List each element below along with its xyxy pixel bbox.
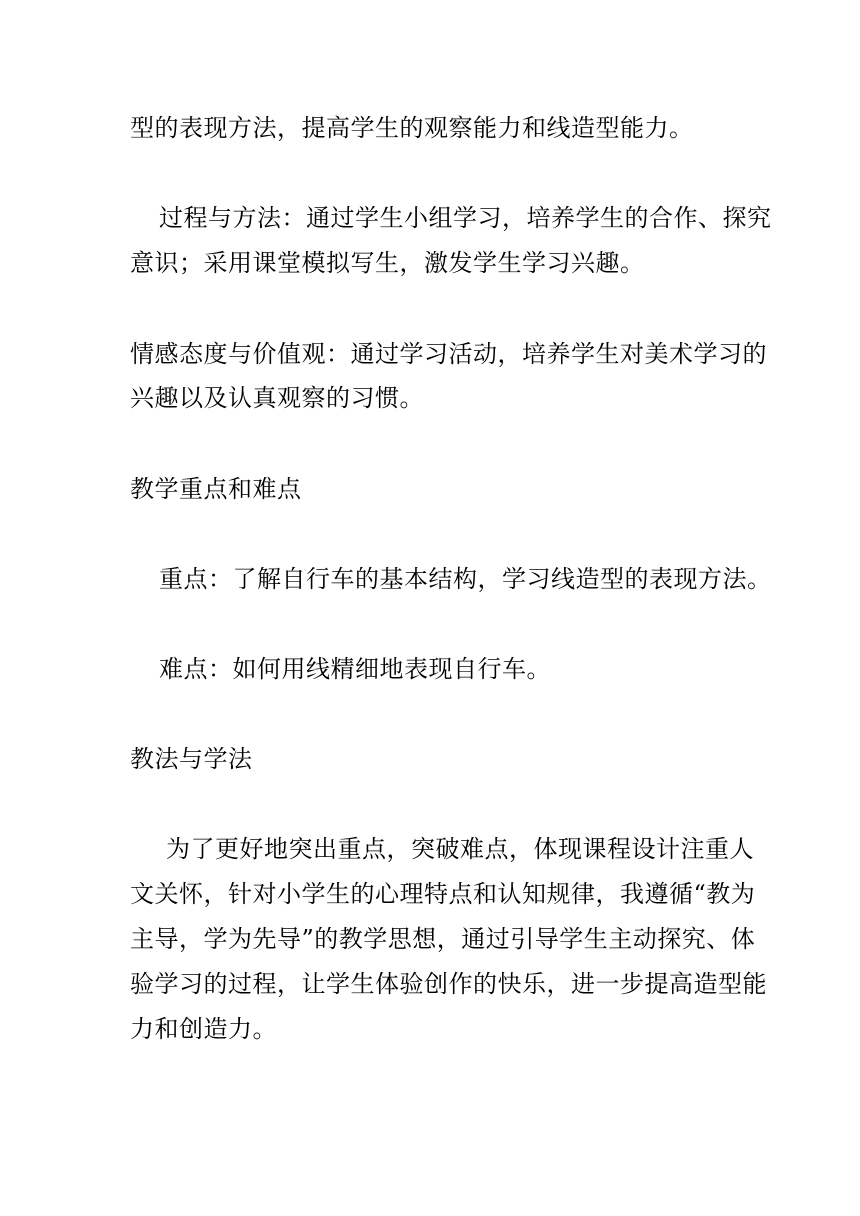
- methods-paragraph-line-4: 验学习的过程，让学生体验创作的快乐，进一步提高造型能: [130, 970, 767, 998]
- key-point-line: 重点：了解自行车的基本结构，学习线造型的表现方法。: [159, 565, 772, 593]
- objective-continuation-line: 型的表现方法，提高学生的观察能力和线造型能力。: [130, 114, 694, 142]
- methods-paragraph-line-5: 力和创造力。: [130, 1015, 277, 1043]
- attitude-values-line-1: 情感态度与价值观：通过学习活动，培养学生对美术学习的: [130, 340, 767, 368]
- attitude-values-line-2: 兴趣以及认真观察的习惯。: [130, 384, 424, 412]
- methods-paragraph-line-1: 为了更好地突出重点，突破难点，体现课程设计注重人: [166, 835, 754, 863]
- section-heading-key-difficult-points: 教学重点和难点: [130, 475, 302, 503]
- process-method-line-1: 过程与方法：通过学生小组学习，培养学生的合作、探究: [159, 204, 772, 232]
- section-heading-teaching-learning-methods: 教法与学法: [130, 745, 253, 773]
- process-method-line-2: 意识；采用课堂模拟写生，激发学生学习兴趣。: [130, 249, 645, 277]
- methods-paragraph-line-2: 文关怀，针对小学生的心理特点和认知规律，我遵循“教为: [130, 880, 756, 908]
- difficult-point-line: 难点：如何用线精细地表现自行车。: [159, 655, 551, 683]
- methods-paragraph-line-3: 主导，学为先导”的教学思想，通过引导学生主动探究、体: [130, 925, 756, 953]
